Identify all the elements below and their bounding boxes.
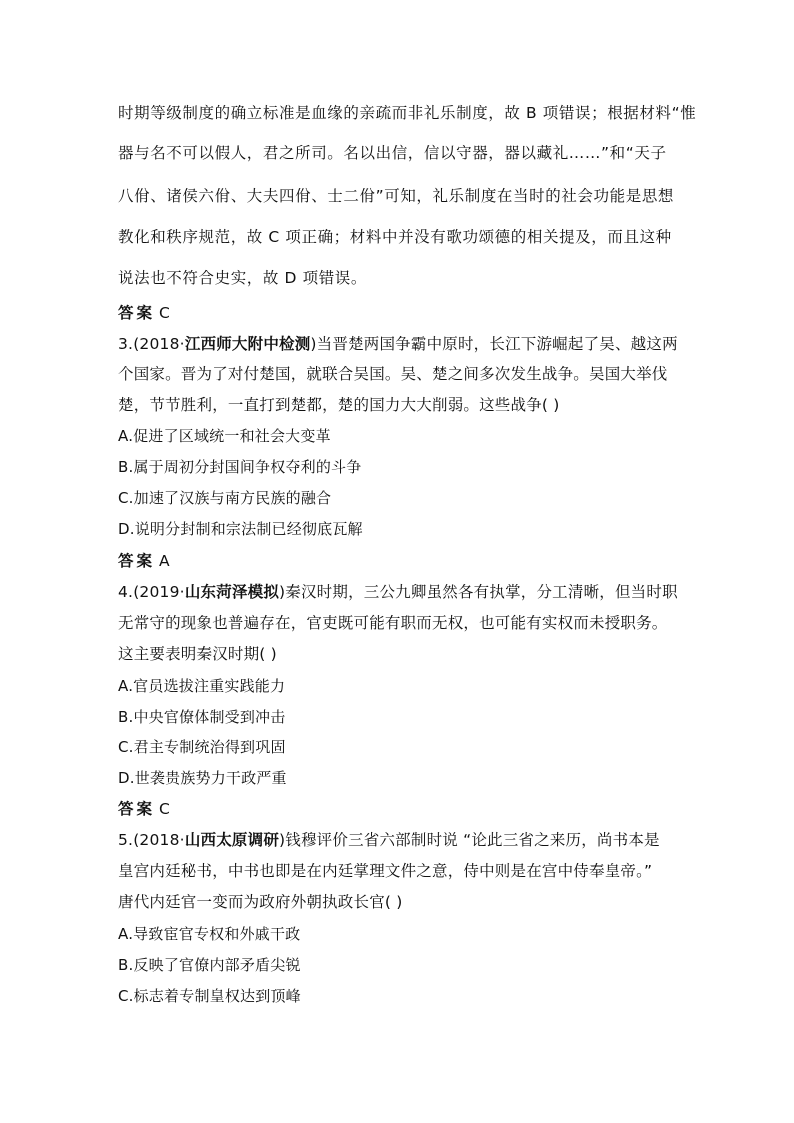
question-3-option-b: B.属于周初分封国间争权夺利的斗争 — [118, 458, 362, 476]
question-stem-text: )秦汉时期，三公九卿虽然各有执掌，分工清晰，但当时职 — [279, 583, 678, 601]
question-5-stem-line: 皇宫内廷秘书，中书也即是在内廷掌理文件之意，侍中则是在宫中侍奉皇帝。” — [118, 862, 653, 880]
explanation-line: 器与名不可以假人，君之所司。名以出信，信以守器，器以藏礼……”和“天子 — [118, 144, 667, 162]
answer-label: 答案 — [118, 304, 156, 322]
question-stem-text: )钱穆评价三省六部制时说 “论此三省之来历，尚书本是 — [279, 831, 660, 849]
question-4-option-c: C.君主专制统治得到巩固 — [118, 738, 286, 756]
answer-value: C — [159, 304, 173, 322]
question-5-option-b: B.反映了官僚内部矛盾尖锐 — [118, 956, 301, 974]
question-3-option-c: C.加速了汉族与南方民族的融合 — [118, 489, 332, 507]
question-3-option-d: D.说明分封制和宗法制已经彻底瓦解 — [118, 520, 363, 538]
question-prefix: 4.(2019· — [118, 583, 185, 601]
answer-q4 — [118, 799, 173, 819]
question-source: 江西师大附中检测 — [184, 335, 311, 353]
answer-q2 — [118, 303, 173, 323]
question-4-stem — [118, 582, 678, 602]
explanation-line: 说法也不符合史实，故 D 项错误。 — [118, 269, 367, 287]
question-3-stem-line: 楚，节节胜利，一直打到楚都，楚的国力大大削弱。这些战争( ) — [118, 396, 560, 414]
question-3-stem — [118, 334, 678, 354]
answer-value: C — [159, 800, 173, 818]
question-prefix: 3.(2018· — [118, 335, 185, 353]
question-5-stem — [118, 830, 660, 850]
explanation-line: 时期等级制度的确立标准是血缘的亲疏而非礼乐制度，故 B 项错误；根据材料“惟 — [118, 104, 697, 122]
question-4-option-a: A.官员选拔注重实践能力 — [118, 677, 286, 695]
question-4-stem-line: 这主要表明秦汉时期( ) — [118, 645, 277, 663]
answer-label: 答案 — [118, 552, 156, 570]
explanation-line: 教化和秩序规范，故 C 项正确；材料中并没有歌功颂德的相关提及，而且这种 — [118, 228, 672, 246]
question-4-option-d: D.世袭贵族势力干政严重 — [118, 769, 287, 787]
answer-q3 — [118, 551, 173, 571]
question-5-option-c: C.标志着专制皇权达到顶峰 — [118, 987, 301, 1005]
explanation-line: 八佾、诸侯六佾、大夫四佾、士二佾”可知，礼乐制度在当时的社会功能是思想 — [118, 187, 675, 205]
question-5-option-a: A.导致宦官专权和外戚干政 — [118, 925, 301, 943]
question-4-stem-line: 无常守的现象也普遍存在，官吏既可能有职而无权，也可能有实权而未授职务。 — [118, 614, 668, 632]
question-3-stem-line: 个国家。晋为了对付楚国，就联合吴国。吴、楚之间多次发生战争。吴国大举伐 — [118, 365, 668, 383]
answer-label: 答案 — [118, 800, 156, 818]
question-4-option-b: B.中央官僚体制受到冲击 — [118, 708, 286, 726]
answer-value: A — [159, 552, 173, 570]
question-5-stem-line: 唐代内廷官一变而为政府外朝执政长官( ) — [118, 893, 403, 911]
question-3-option-a: A.促进了区域统一和社会大变革 — [118, 427, 331, 445]
question-source: 山东菏泽模拟 — [184, 583, 280, 601]
question-prefix: 5.(2018· — [118, 831, 185, 849]
question-source: 山西太原调研 — [184, 831, 280, 849]
question-stem-text: )当晋楚两国争霸中原时，长江下游崛起了吴、越这两 — [310, 335, 678, 353]
